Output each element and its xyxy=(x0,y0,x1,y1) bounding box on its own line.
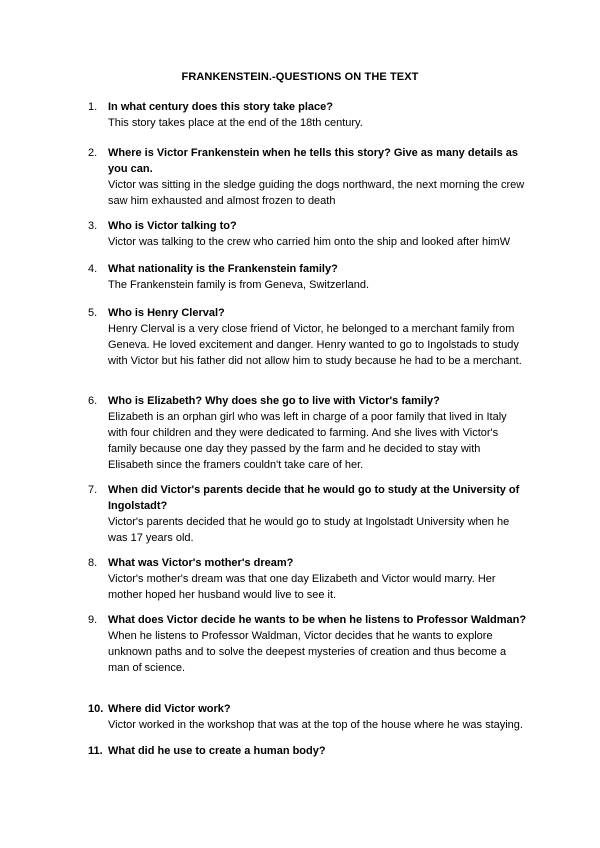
question-text: Who is Henry Clerval? xyxy=(108,307,225,319)
answer-text: Victor worked in the workshop that was at the top of the house where he was staying. xyxy=(108,719,523,731)
question-item xyxy=(88,305,528,369)
question-item xyxy=(88,743,528,759)
question-number: 8. xyxy=(88,557,98,569)
question-number: 4. xyxy=(88,263,98,275)
question-item xyxy=(88,555,528,603)
answer-text: Victor was sitting in the sledge guiding the dogs northward, the next morning the crew saw him exhausted and almost frozen to death xyxy=(108,179,525,207)
question-number: 11. xyxy=(88,745,103,757)
question-item xyxy=(88,145,528,209)
question-number: 5. xyxy=(88,307,98,319)
question-item xyxy=(88,701,528,733)
question-number: 7. xyxy=(88,484,98,496)
answer-text: Henry Clerval is a very close friend of Victor, he belonged to a merchant family from Geneva. He loved excitement and danger. Henry wanted to go to Ingolstads to study with Victor but his father did not allow him to study because he had to be a merchant. xyxy=(108,323,522,367)
question-text: Where is Victor Frankenstein when he tells this story? Give as many details as you can. xyxy=(108,147,518,175)
answer-text: Victor was talking to the crew who carried him onto the ship and looked after himW xyxy=(108,236,511,248)
answer-text: This story takes place at the end of the 18th century. xyxy=(108,117,363,129)
question-text: Where did Victor work? xyxy=(108,703,231,715)
question-text: In what century does this story take place? xyxy=(108,101,333,113)
answer-text: Victor's parents decided that he would go to study at Ingolstadt University when he was 17 years old. xyxy=(108,516,510,544)
question-item xyxy=(88,261,528,293)
question-item xyxy=(88,612,528,676)
question-text: Who is Victor talking to? xyxy=(108,220,237,232)
question-number: 9. xyxy=(88,614,98,626)
question-text: What was Victor's mother's dream? xyxy=(108,557,294,569)
page-title: FRANKENSTEIN.-QUESTIONS ON THE TEXT xyxy=(181,71,419,83)
question-item xyxy=(88,99,528,131)
question-number: 10. xyxy=(88,703,104,715)
question-text: What does Victor decide he wants to be when he listens to Professor Waldman? xyxy=(108,614,527,626)
answer-text: The Frankenstein family is from Geneva, Switzerland. xyxy=(108,279,370,291)
answer-text: Elizabeth is an orphan girl who was left in charge of a poor family that lived in Italy with four children and they were dedicated to farming. And she lives with Victor's family because one day they passed by the farm and he decided to stay with Elisabeth since the framers couldn't take care of her. xyxy=(108,411,507,471)
question-number: 6. xyxy=(88,395,98,407)
answer-text: Victor's mother's dream was that one day Elizabeth and Victor would marry. Her mother hoped her husband would live to see it. xyxy=(108,573,496,601)
question-text: What nationality is the Frankenstein family? xyxy=(108,263,338,275)
question-item xyxy=(88,218,528,250)
answer-text: When he listens to Professor Waldman, Victor decides that he wants to explore unknown paths and to solve the deepest mysteries of creation and thus become a man of science. xyxy=(108,630,507,674)
question-text: Who is Elizabeth? Why does she go to live with Victor's family? xyxy=(108,395,440,407)
question-number: 2. xyxy=(88,147,98,159)
question-item xyxy=(88,393,528,473)
question-number: 1. xyxy=(88,101,98,113)
question-text: What did he use to create a human body? xyxy=(108,745,326,757)
question-item xyxy=(88,482,528,546)
question-number: 3. xyxy=(88,220,98,232)
question-text: When did Victor's parents decide that he would go to study at the University of Ingolstadt? xyxy=(108,484,520,512)
